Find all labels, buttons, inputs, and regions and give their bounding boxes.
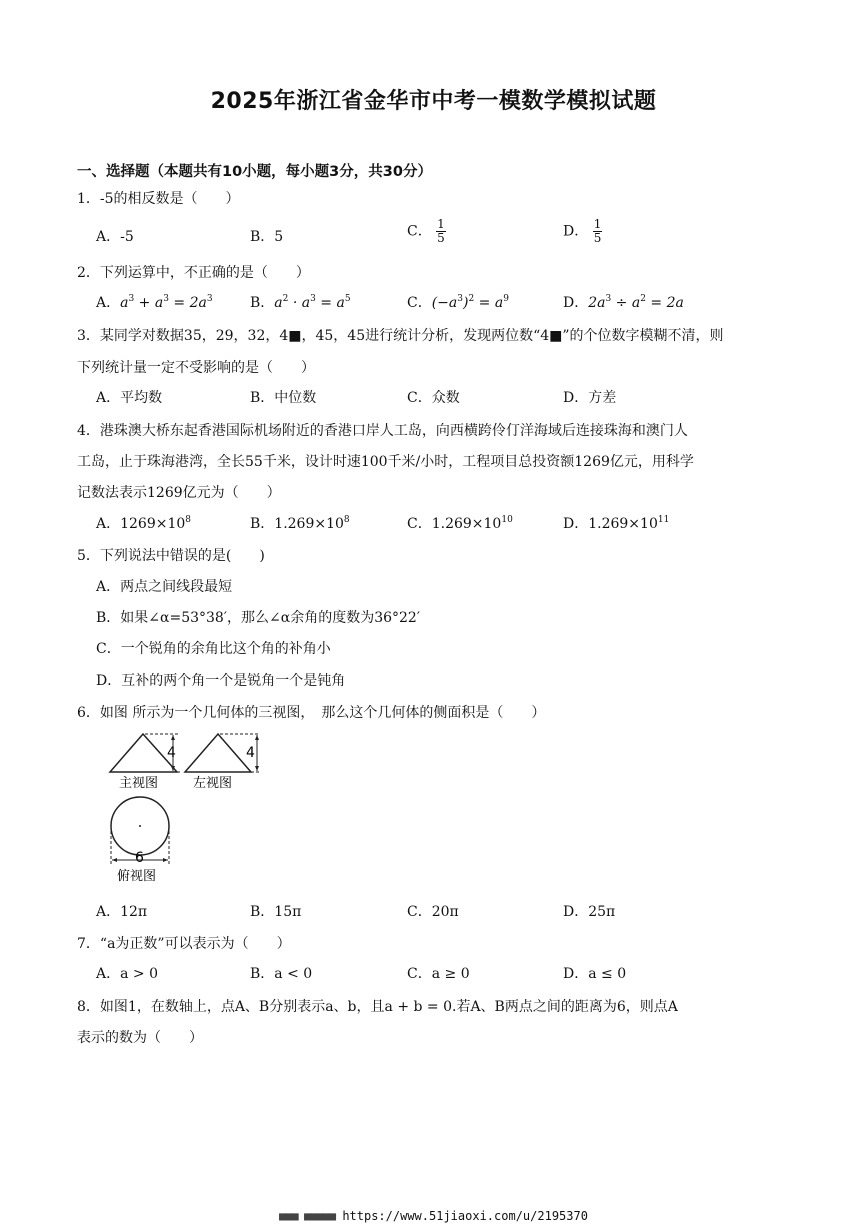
question-4-stem-line3: 记数法表示1269亿元为（ ） [77,485,281,501]
question-4-stem-line2: 工岛，止于珠海港湾，全长55千米，设计时速100千米/小时，工程项目总投资额1269亿元，用科学 [77,454,694,470]
question-7-stem: 7．“a为正数”可以表示为（ ） [77,936,291,952]
q1-option-b: B．5 [250,229,284,245]
question-5-stem: 5．下列说法中错误的是( ) [77,548,265,564]
front-view-label: 主视图 [119,776,159,791]
three-view-figure [105,730,265,890]
top-view-label: 俯视图 [117,869,157,884]
q5-option-a: A．两点之间线段最短 [96,579,233,595]
q6-option-b: B．15π [250,904,302,920]
q5-option-d: D．互补的两个角一个是锐角一个是钝角 [96,673,346,689]
q6-option-c: C．20π [407,904,459,920]
q2-option-d: D．$2a^3 \div a^2 = 2a$ [563,294,684,311]
footer-url[interactable]: https://www.51jiaoxi.com/u/2195370 [342,1209,588,1223]
footer [0,1209,867,1223]
q2-option-a: A．$a^3 + a^3 = 2a^3$ [96,294,213,311]
section-heading: 一、选择题（本题共有10小题，每小题3分，共30分） [77,164,432,180]
left-view-height: 4 [246,745,255,761]
footer-watermark: ■■■ ■■■■■ [279,1209,336,1223]
question-4-stem-line1: 4．港珠澳大桥东起香港国际机场附近的香港口岸人工岛，向西横跨伶仃洋海域后连接珠海和澳门人 [77,423,688,439]
q2-option-b: B．$a^2 \cdot a^3 = a^5$ [250,294,351,311]
question-3-stem-line1: 3．某同学对数据35，29，32，4■，45，45进行统计分析，发现两位数“4■”的个位数字模糊不清，则 [77,328,724,344]
q3-option-d: D．方差 [563,390,617,406]
question-6-stem: 6．如图 所示为一个几何体的三视图， 那么这个几何体的侧面积是（ ） [77,705,546,721]
front-view-height: 4 [167,745,176,761]
q3-option-b: B．中位数 [250,390,317,406]
question-1-stem: 1．-5的相反数是（ ） [77,191,240,207]
q6-option-a: A．12π [96,904,148,920]
q4-option-c: C．$1.269\times 10^{10}$ [407,515,513,532]
q1-option-d: D． $\frac{1}{5}$ [563,217,602,245]
q6-option-d: D．25π [563,904,616,920]
top-view-diameter: 6 [135,850,144,866]
left-view-label: 左视图 [193,776,233,791]
question-8-stem-line2: 表示的数为（ ） [77,1030,203,1046]
q5-option-b: B．如果∠α=53°38′，那么∠α余角的度数为36°22′ [96,610,421,626]
page-title: 2025年浙江省金华市中考一模数学模拟试题 [210,89,657,114]
q4-option-a: A．$1269\times 10^8$ [96,515,192,532]
q5-option-c: C．一个锐角的余角比这个角的补角小 [96,641,331,657]
q7-option-b: B．a < 0 [250,966,313,982]
q7-option-a: A．a > 0 [96,966,158,982]
q3-option-c: C．众数 [407,390,460,406]
q2-option-c: C．$(-a^3)^2 = a^9$ [407,294,509,311]
q7-option-c: C．a ≥ 0 [407,966,470,982]
left-view-triangle [185,734,251,772]
question-2-stem: 2．下列运算中，不正确的是（ ） [77,265,310,281]
question-8-stem-line1: 8．如图1，在数轴上，点A、B分别表示a、b，且a + b = 0.若A、B两点之间的距离为6，则点A [77,999,678,1015]
q7-option-d: D．a ≤ 0 [563,966,627,982]
q3-option-a: A．平均数 [96,390,163,406]
q4-option-b: B．$1.269\times 10^8$ [250,515,350,532]
q1-option-c: C． $\frac{1}{5}$ [407,217,445,245]
question-3-stem-line2: 下列统计量一定不受影响的是（ ） [77,360,315,376]
q1-option-a: A．-5 [96,229,134,245]
q4-option-d: D．$1.269\times 10^{11}$ [563,515,670,532]
